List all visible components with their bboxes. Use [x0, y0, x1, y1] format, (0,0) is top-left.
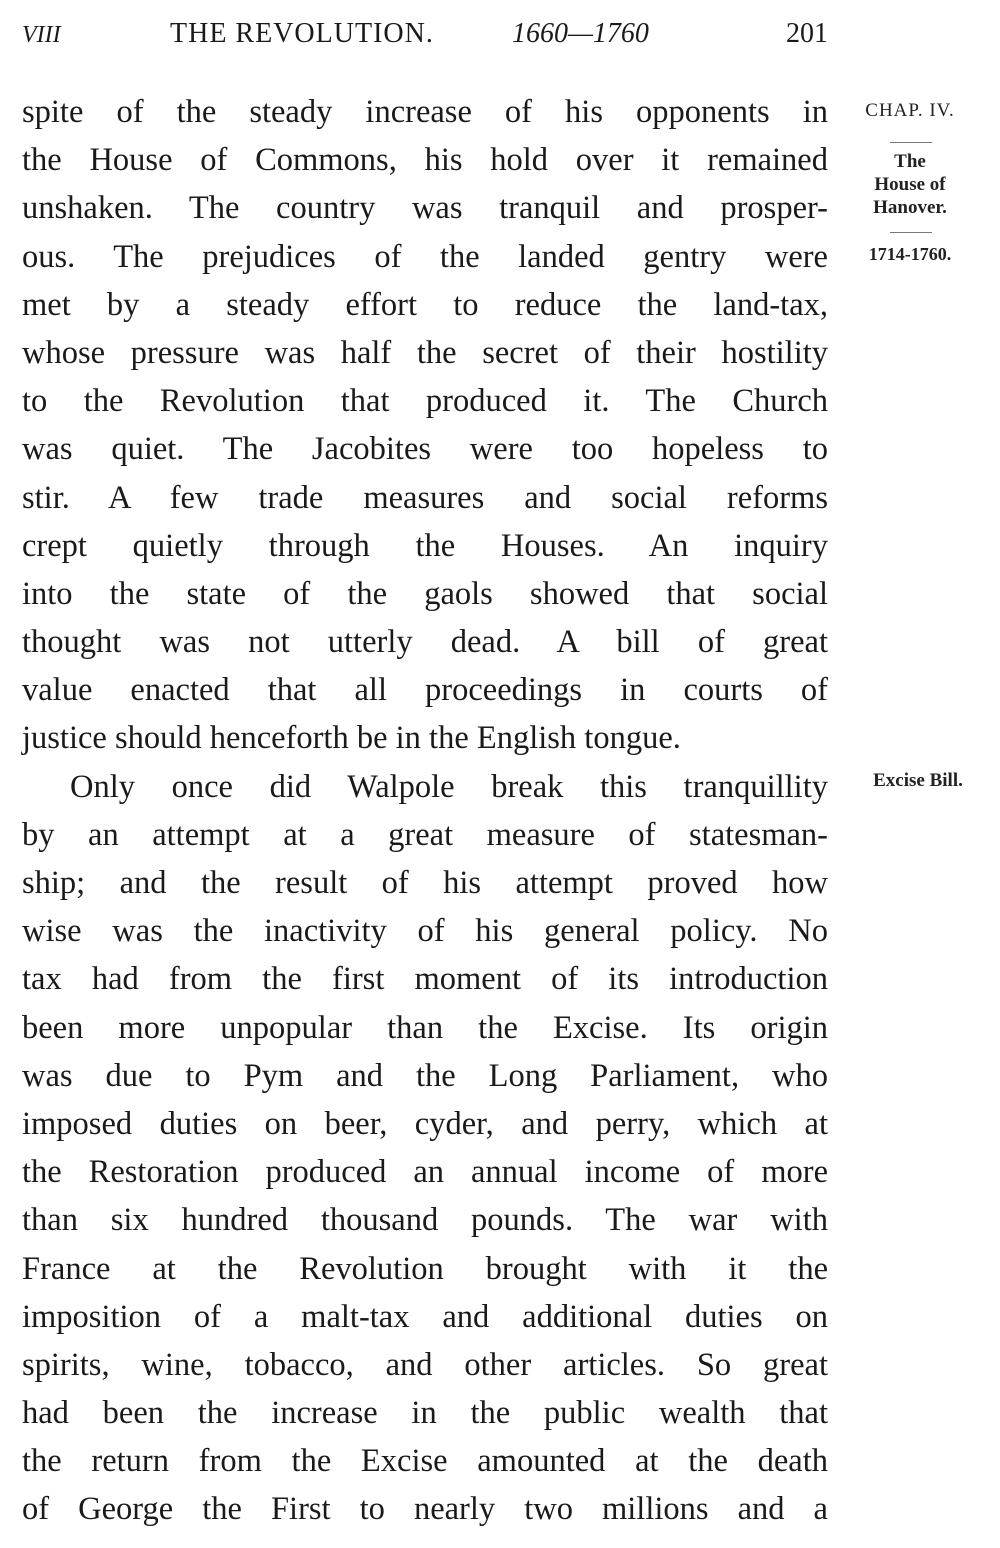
margin-house-line: The: [894, 151, 926, 172]
margin-chapter-note: CHAP. IV.: [865, 100, 955, 121]
text-line: the Restoration produced an annual income of more: [22, 1154, 828, 1191]
text-line: spirits, wine, tobacco, and other articles. So great: [22, 1346, 828, 1383]
margin-excise-note: Excise Bill.: [873, 770, 963, 791]
text-line: justice should henceforth be in the English tongue.: [22, 720, 681, 757]
text-line: unshaken. The country was tranquil and prosper-: [22, 190, 828, 227]
margin-house-note: [855, 150, 965, 219]
text-line: Only once did Walpole break this tranquillity: [70, 768, 828, 805]
text-line: imposition of a malt-tax and additional duties on: [22, 1298, 828, 1335]
page-number: 201: [786, 18, 828, 49]
text-line: thought was not utterly dead. A bill of great: [22, 624, 828, 661]
text-line: ship; and the result of his attempt proved how: [22, 865, 828, 901]
text-line: wise was the inactivity of his general policy. No: [22, 913, 828, 950]
text-line: into the state of the gaols showed that social: [22, 575, 828, 612]
margin-house-line: House of: [874, 174, 946, 195]
text-line: value enacted that all proceedings in courts of: [22, 672, 828, 709]
text-line: met by a steady effort to reduce the land-tax,: [22, 286, 828, 323]
text-line: was due to Pym and the Long Parliament, who: [22, 1057, 828, 1094]
margin-rule: [890, 142, 932, 143]
text-line: whose pressure was half the secret of their hostility: [22, 334, 828, 371]
body-text: [22, 88, 828, 1534]
text-line: was quiet. The Jacobites were too hopeless to: [22, 431, 828, 468]
text-line: tax had from the first moment of its introduction: [22, 961, 828, 998]
text-line: been more unpopular than the Excise. Its origin: [22, 1009, 828, 1046]
text-line: imposed duties on beer, cyder, and perry, which at: [22, 1105, 828, 1142]
header-title: THE REVOLUTION.: [170, 18, 434, 49]
text-line: the return from the Excise amounted at the death: [22, 1443, 828, 1480]
text-line: spite of the steady increase of his opponents in: [22, 94, 828, 130]
text-line: the House of Commons, his hold over it remained: [22, 142, 828, 179]
text-line: had been the increase in the public wealth that: [22, 1395, 828, 1432]
running-header: [22, 18, 828, 58]
margin-house-line: Hanover.: [873, 197, 947, 218]
text-line: stir. A few trade measures and social reforms: [22, 479, 828, 516]
header-dates: 1660—1760: [512, 18, 649, 49]
text-line: crept quietly through the Houses. An inquiry: [22, 527, 828, 564]
text-line: by an attempt at a great measure of statesman-: [22, 816, 828, 853]
margin-rule: [890, 232, 932, 233]
text-line: of George the First to nearly two millions and a: [22, 1491, 828, 1528]
header-section-number: VIII: [22, 22, 61, 48]
text-line: than six hundred thousand pounds. The war with: [22, 1202, 828, 1239]
text-line: ous. The prejudices of the landed gentry were: [22, 238, 828, 275]
text-line: to the Revolution that produced it. The Church: [22, 383, 828, 420]
text-line: France at the Revolution brought with it the: [22, 1250, 828, 1287]
margin-dates-note: 1714-1760.: [868, 244, 952, 264]
